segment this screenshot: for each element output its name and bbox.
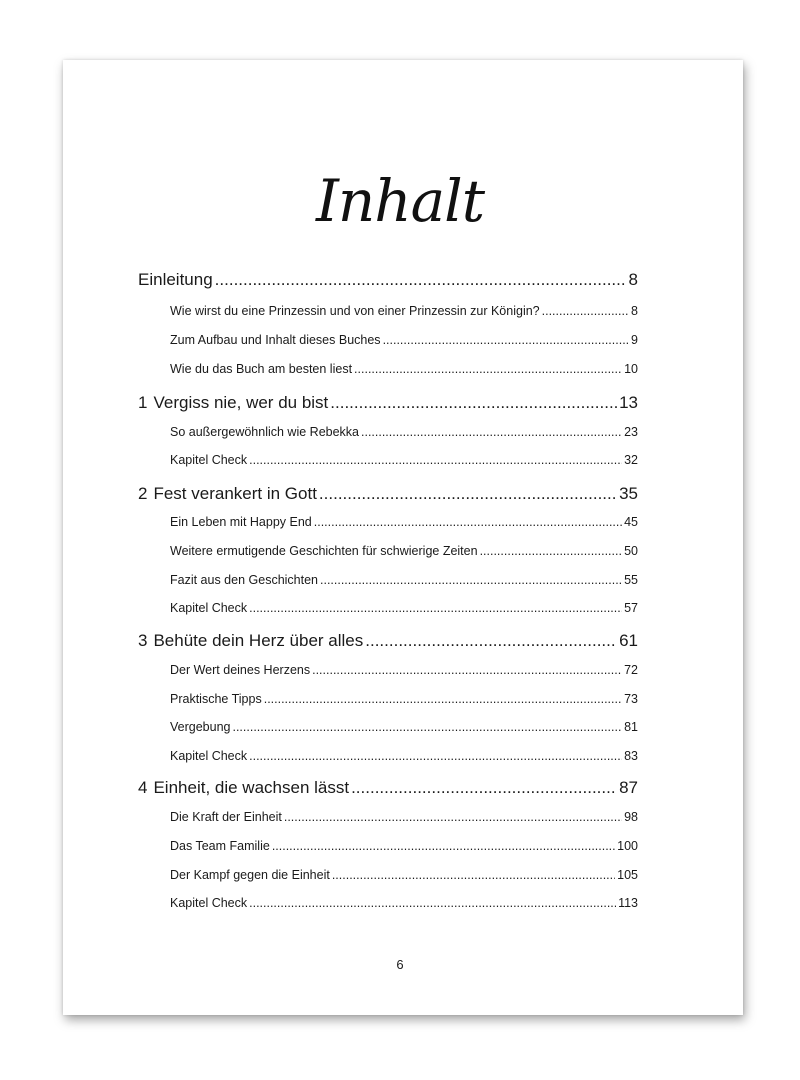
toc-page-number: 10 xyxy=(624,362,638,376)
toc-chapter-entry xyxy=(138,484,638,504)
leader-dots xyxy=(354,362,622,376)
toc-entry-title: Kapitel Check xyxy=(170,453,248,467)
toc-section-entry xyxy=(170,304,638,318)
leader-dots xyxy=(312,663,622,677)
leader-dots xyxy=(319,484,617,504)
toc-section-entry xyxy=(170,515,638,529)
leader-dots xyxy=(365,631,617,651)
toc-section-entry xyxy=(170,333,638,347)
leader-dots xyxy=(249,453,622,467)
toc-page-number: 8 xyxy=(628,270,638,289)
leader-dots xyxy=(284,810,622,824)
toc-entry-title: So außergewöhnlich wie Rebekka xyxy=(170,425,359,439)
toc-page-number: 72 xyxy=(624,663,638,677)
toc-page-number: 73 xyxy=(624,692,638,706)
leader-dots xyxy=(330,393,617,413)
leader-dots xyxy=(264,692,622,706)
toc-page-number: 83 xyxy=(624,749,638,763)
toc-section-entry xyxy=(170,663,638,677)
toc-section-entry xyxy=(170,362,638,376)
toc-page-number: 113 xyxy=(618,896,638,910)
toc-section-entry xyxy=(170,425,638,439)
toc-page-number: 45 xyxy=(624,515,638,529)
toc-entry-title: Wie wirst du eine Prinzessin und von einer Prinzessin zur Königin? xyxy=(170,304,540,318)
toc-section-entry xyxy=(170,868,638,882)
leader-dots xyxy=(332,868,615,882)
toc-page-number: 57 xyxy=(624,601,638,615)
chapter-number: 4 xyxy=(138,778,148,797)
toc-section-entry xyxy=(170,573,638,587)
toc-entry-title: Zum Aufbau und Inhalt dieses Buches xyxy=(170,333,381,347)
chapter-number: 3 xyxy=(138,631,148,650)
toc-entry-title: Der Kampf gegen die Einheit xyxy=(170,868,330,882)
toc-page-number: 55 xyxy=(624,573,638,587)
toc-entry-title: Vergiss nie, wer du bist xyxy=(153,393,329,412)
toc-entry-title: Behüte dein Herz über alles xyxy=(153,631,364,650)
toc-page-number: 81 xyxy=(624,720,638,734)
toc-entry-title: Einheit, die wachsen lässt xyxy=(153,778,350,797)
toc-page-number: 50 xyxy=(624,544,638,558)
leader-dots xyxy=(215,270,627,290)
toc-page-number: 9 xyxy=(631,333,638,347)
toc-page-number: 87 xyxy=(619,778,638,797)
toc-page-number: 32 xyxy=(624,453,638,467)
toc-entry-title: Die Kraft der Einheit xyxy=(170,810,282,824)
toc-entry-title: Weitere ermutigende Geschichten für schwierige Zeiten xyxy=(170,544,478,558)
toc-section-entry xyxy=(170,720,638,734)
leader-dots xyxy=(320,573,622,587)
leader-dots xyxy=(480,544,623,558)
toc-page-number: 100 xyxy=(617,839,638,853)
toc-section-entry xyxy=(170,896,638,910)
toc-page-number: 105 xyxy=(617,868,638,882)
toc-section-entry xyxy=(170,749,638,763)
leader-dots xyxy=(351,778,617,798)
leader-dots xyxy=(249,896,616,910)
toc-entry-title: Kapitel Check xyxy=(170,601,248,615)
chapter-number: 1 xyxy=(138,393,148,412)
toc-entry-title: Kapitel Check xyxy=(170,749,248,763)
toc-entry-title: Das Team Familie xyxy=(170,839,270,853)
toc-entry-title: Der Wert deines Herzens xyxy=(170,663,311,677)
toc-section-entry xyxy=(170,601,638,615)
toc-page-number: 8 xyxy=(631,304,638,318)
toc-section-entry xyxy=(170,544,638,558)
chapter-number: 2 xyxy=(138,484,148,503)
toc-entry-title: Vergebung xyxy=(170,720,231,734)
toc-entry-title: Fest verankert in Gott xyxy=(153,484,317,503)
leader-dots xyxy=(249,749,622,763)
toc-page-number: 35 xyxy=(619,484,638,503)
leader-dots xyxy=(232,720,622,734)
toc-page-number: 61 xyxy=(619,631,638,650)
toc-entry-title: Fazit aus den Geschichten xyxy=(170,573,318,587)
leader-dots xyxy=(361,425,622,439)
toc-chapter-entry xyxy=(138,393,638,413)
leader-dots xyxy=(314,515,622,529)
toc-page-number: 23 xyxy=(624,425,638,439)
toc-chapter-entry xyxy=(138,778,638,798)
page-number: 6 xyxy=(396,957,404,972)
toc-entry-title: Kapitel Check xyxy=(170,896,248,910)
leader-dots xyxy=(383,333,629,347)
leader-dots xyxy=(272,839,615,853)
toc-entry-title: Ein Leben mit Happy End xyxy=(170,515,312,529)
toc-page-number: 98 xyxy=(624,810,638,824)
toc-page-number: 13 xyxy=(619,393,638,412)
toc-entry-title: Einleitung xyxy=(138,270,213,289)
toc-section-entry xyxy=(170,810,638,824)
toc-section-entry xyxy=(170,839,638,853)
toc-section-entry xyxy=(170,453,638,467)
toc-chapter-entry xyxy=(138,270,638,290)
leader-dots xyxy=(249,601,622,615)
toc-section-entry xyxy=(170,692,638,706)
toc-entry-title: Wie du das Buch am besten liest xyxy=(170,362,353,376)
toc-chapter-entry xyxy=(138,631,638,651)
toc-title: Inhalt xyxy=(315,167,485,235)
toc-entry-title: Praktische Tipps xyxy=(170,692,262,706)
leader-dots xyxy=(542,304,629,318)
